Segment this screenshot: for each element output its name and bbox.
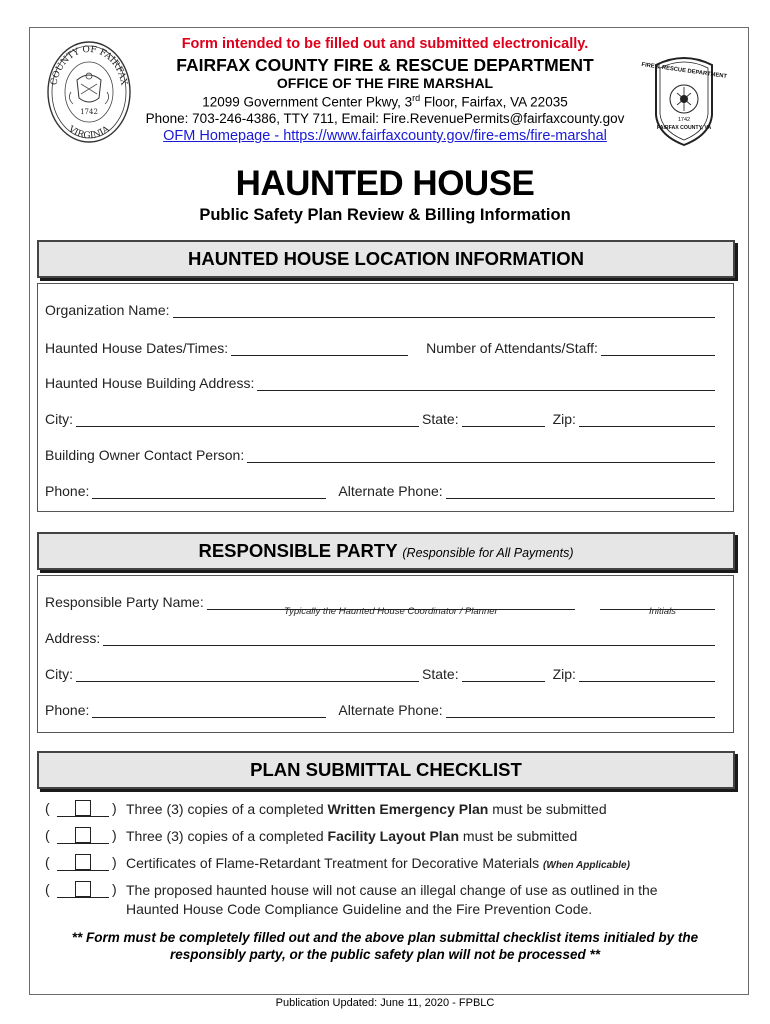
party-city-row bbox=[45, 662, 715, 682]
location-heading-text: HAUNTED HOUSE LOCATION INFORMATION bbox=[187, 248, 584, 269]
page-subtitle: Public Safety Plan Review & Billing Information bbox=[199, 206, 571, 224]
checklist-text: The proposed haunted house will not cause an illegal change of use as outlined in the bbox=[126, 882, 658, 898]
county-seal-bottom-text: VIRGINIA bbox=[66, 124, 112, 142]
alt-phone-field[interactable] bbox=[446, 484, 715, 499]
building-address-field[interactable] bbox=[257, 376, 715, 391]
checklist-text-bold: Written Emergency Plan bbox=[327, 801, 489, 817]
checkbox-flame-retardant-certificates[interactable] bbox=[75, 854, 91, 870]
party-phone-row bbox=[45, 698, 715, 718]
initial-line bbox=[57, 843, 109, 844]
party-state-label: State: bbox=[422, 666, 459, 682]
checklist-text-line2: Haunted House Code Compliance Guideline and the Fire Prevention Code. bbox=[126, 901, 593, 917]
checklist-text-note: (When Applicable) bbox=[543, 860, 630, 871]
responsible-heading-text: RESPONSIBLE PARTY bbox=[198, 540, 398, 561]
page-title: HAUNTED HOUSE bbox=[235, 164, 535, 203]
checklist-item bbox=[33, 881, 733, 921]
party-city-field[interactable] bbox=[76, 667, 419, 682]
address-part-end: Floor, Fairfax, VA 22035 bbox=[420, 94, 568, 110]
party-state-field[interactable] bbox=[462, 667, 545, 682]
party-zip-label: Zip: bbox=[552, 666, 576, 682]
party-alt-phone-field[interactable] bbox=[446, 703, 715, 718]
initial-line bbox=[57, 870, 109, 871]
party-name-hint: Typically the Haunted House Coordinator / Planner bbox=[284, 606, 498, 617]
checklist-text-part: must be submitted bbox=[459, 828, 578, 844]
party-name-label: Responsible Party Name: bbox=[45, 594, 204, 610]
party-address-row bbox=[45, 626, 715, 646]
dates-row bbox=[45, 336, 715, 356]
badge-year: 1742 bbox=[677, 117, 691, 123]
address-superscript: rd bbox=[412, 93, 421, 103]
owner-contact-label: Building Owner Contact Person: bbox=[45, 447, 245, 463]
dates-times-label: Haunted House Dates/Times: bbox=[45, 340, 229, 356]
responsible-section-heading bbox=[37, 532, 735, 570]
party-city-label: City: bbox=[45, 666, 73, 682]
completion-notice-line1: ** Form must be completely filled out and the above plan submittal checklist items initialed by the bbox=[71, 930, 699, 945]
phone-label: Phone: bbox=[45, 483, 90, 499]
party-phone-field[interactable] bbox=[92, 703, 326, 718]
checklist-text-part: Three (3) copies of a completed bbox=[126, 801, 328, 817]
electronic-notice: Form intended to be filled out and submitted electronically. bbox=[181, 36, 589, 52]
completion-notice bbox=[40, 929, 730, 963]
checklist-text bbox=[126, 855, 630, 871]
open-paren: ( bbox=[45, 827, 50, 843]
badge-bottom-text: FAIRFAX COUNTY, VA bbox=[656, 125, 712, 131]
publication-footer: Publication Updated: June 11, 2020 - FPBLC bbox=[275, 997, 495, 1009]
checklist-text bbox=[126, 828, 577, 844]
organization-name-field[interactable] bbox=[173, 303, 715, 318]
office-contact: Phone: 703-246-4386, TTY 711, Email: Fire.RevenuePermits@fairfaxcounty.gov bbox=[145, 111, 625, 126]
organization-name-label: Organization Name: bbox=[45, 302, 170, 318]
party-address-field[interactable] bbox=[103, 631, 715, 646]
badge-top-text: FIRE & RESCUE DEPARTMENT bbox=[641, 62, 728, 80]
checklist-heading-text: PLAN SUBMITTAL CHECKLIST bbox=[250, 759, 522, 780]
checkbox-no-illegal-change-of-use[interactable] bbox=[75, 881, 91, 897]
county-seal-year: 1742 bbox=[80, 108, 98, 116]
organization-name-row bbox=[45, 298, 715, 318]
checkbox-facility-layout-plan[interactable] bbox=[75, 827, 91, 843]
city-label: City: bbox=[45, 411, 73, 427]
checklist-text-bold: Facility Layout Plan bbox=[327, 828, 460, 844]
attendants-label: Number of Attendants/Staff: bbox=[426, 340, 598, 356]
county-seal-top-text: COUNTY OF FAIRFAX bbox=[49, 44, 129, 87]
party-phone-label: Phone: bbox=[45, 702, 90, 718]
checklist-text bbox=[126, 801, 607, 817]
department-name: FAIRFAX COUNTY FIRE & RESCUE DEPARTMENT bbox=[176, 55, 594, 75]
location-city-row bbox=[45, 407, 715, 427]
state-field[interactable] bbox=[462, 412, 545, 427]
initial-line bbox=[57, 816, 109, 817]
zip-field[interactable] bbox=[579, 412, 715, 427]
checklist-text-part: Three (3) copies of a completed bbox=[126, 828, 328, 844]
owner-contact-field[interactable] bbox=[247, 448, 715, 463]
zip-label: Zip: bbox=[552, 411, 576, 427]
completion-notice-line2: responsibly party, or the public safety plan will not be processed ** bbox=[169, 947, 601, 962]
close-paren: ) bbox=[112, 800, 117, 816]
initial-line bbox=[57, 897, 109, 898]
open-paren: ( bbox=[45, 854, 50, 870]
location-phone-row bbox=[45, 479, 715, 499]
close-paren: ) bbox=[112, 881, 117, 897]
checklist-item bbox=[33, 854, 733, 874]
ofm-homepage-link[interactable]: OFM Homepage - https://www.fairfaxcounty.gov/fire-ems/fire-marshal bbox=[163, 128, 607, 144]
checkbox-written-emergency-plan[interactable] bbox=[75, 800, 91, 816]
city-field[interactable] bbox=[76, 412, 419, 427]
location-section-heading bbox=[37, 240, 735, 278]
party-address-label: Address: bbox=[45, 630, 101, 646]
building-address-row bbox=[45, 371, 715, 391]
open-paren: ( bbox=[45, 800, 50, 816]
building-address-label: Haunted House Building Address: bbox=[45, 375, 255, 391]
responsible-heading-note: (Responsible for All Payments) bbox=[402, 546, 574, 560]
checklist-item bbox=[33, 800, 733, 820]
alt-phone-label: Alternate Phone: bbox=[338, 483, 443, 499]
address-part: 12099 Government Center Pkwy, 3 bbox=[202, 94, 413, 110]
checklist-section-heading bbox=[37, 751, 735, 789]
party-alt-phone-label: Alternate Phone: bbox=[338, 702, 443, 718]
checklist-text-part: must be submitted bbox=[488, 801, 607, 817]
state-label: State: bbox=[422, 411, 459, 427]
checklist-item bbox=[33, 827, 733, 847]
open-paren: ( bbox=[45, 881, 50, 897]
attendants-field[interactable] bbox=[601, 341, 715, 356]
close-paren: ) bbox=[112, 827, 117, 843]
initials-hint: Initials bbox=[649, 606, 676, 617]
close-paren: ) bbox=[112, 854, 117, 870]
office-name: OFFICE OF THE FIRE MARSHAL bbox=[276, 75, 494, 91]
owner-contact-row bbox=[45, 443, 715, 463]
checklist-text-part: Certificates of Flame-Retardant Treatment for Decorative Materials bbox=[126, 855, 544, 871]
party-zip-field[interactable] bbox=[579, 667, 715, 682]
dates-times-field[interactable] bbox=[231, 341, 408, 356]
office-address bbox=[0, 93, 770, 110]
phone-field[interactable] bbox=[92, 484, 326, 499]
